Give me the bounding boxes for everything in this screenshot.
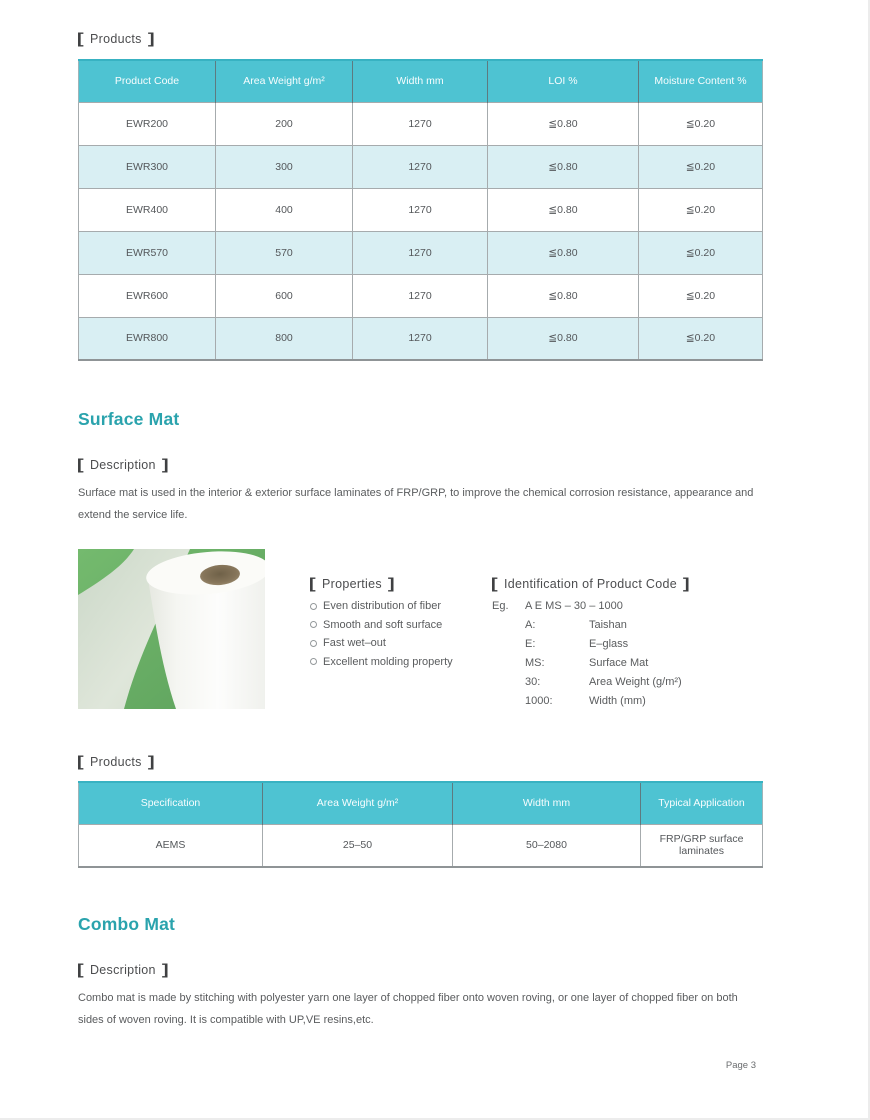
col-header-loi: LOI %: [488, 60, 639, 102]
surface-mat-products-table: [78, 781, 763, 868]
cell-loi: ≦0.80: [488, 102, 639, 145]
surface-mat-media-row: [78, 549, 760, 711]
example-code-row: [492, 597, 762, 616]
property-text: Smooth and soft surface: [323, 618, 443, 631]
description-label-text: Description: [89, 963, 156, 977]
cell-width: 1270: [353, 145, 488, 188]
code-part-meaning: Width (mm): [589, 695, 646, 707]
table-row: [79, 317, 763, 360]
col-header-moisture: Moisture Content %: [639, 60, 763, 102]
code-part-row: [492, 616, 762, 635]
cell-product-code: EWR570: [79, 231, 216, 274]
list-item: [310, 597, 480, 616]
table-header-row: [79, 782, 763, 824]
properties-section-label: [310, 575, 480, 591]
label-bracket-left: [: [76, 29, 85, 47]
cell-width: 1270: [353, 274, 488, 317]
combo-mat-title: Combo Mat: [78, 914, 176, 934]
list-item: [310, 653, 480, 672]
ring-bullet-icon: [310, 603, 317, 610]
code-part-key: 1000:: [525, 695, 553, 707]
list-item: [310, 634, 480, 653]
cell-loi: ≦0.80: [488, 145, 639, 188]
cell-width: 50–2080: [453, 824, 641, 867]
cell-typical-application: FRP/GRP surface laminates: [641, 824, 763, 867]
code-part-key: 30:: [525, 676, 541, 688]
cell-width: 1270: [353, 317, 488, 360]
identification-section-label: [492, 575, 762, 591]
cell-width: 1270: [353, 231, 488, 274]
ring-bullet-icon: [310, 658, 317, 665]
cell-width: 1270: [353, 102, 488, 145]
table-row: [79, 231, 763, 274]
property-text: Fast wet–out: [323, 637, 386, 649]
cell-loi: ≦0.80: [488, 274, 639, 317]
table-row: [79, 824, 763, 867]
col-header-typical-application: Typical Application: [641, 782, 763, 824]
code-part-key: MS:: [525, 657, 545, 669]
table-header-row: [79, 60, 763, 102]
combo-mat-description: Combo mat is made by stitching with polyester yarn one layer of chopped fiber onto woven roving, or one layer of chopped fiber on both sides of woven roving. It is compatible with UP,VE resins,etc.: [78, 992, 738, 1026]
cell-specification: AEMS: [79, 824, 263, 867]
col-header-width: Width mm: [353, 60, 488, 102]
cell-product-code: EWR300: [79, 145, 216, 188]
cell-moisture: ≦0.20: [639, 188, 763, 231]
cell-area-weight: 600: [216, 274, 353, 317]
cell-moisture: ≦0.20: [639, 145, 763, 188]
example-prefix: Eg.: [492, 600, 509, 612]
cell-moisture: ≦0.20: [639, 317, 763, 360]
list-item: [310, 616, 480, 635]
identification-label-text: Identification of Product Code: [503, 577, 677, 591]
ring-bullet-icon: [310, 621, 317, 628]
properties-list: [310, 597, 480, 671]
properties-block: [310, 575, 480, 671]
cell-area-weight: 200: [216, 102, 353, 145]
col-header-area-weight: Area Weight g/m²: [263, 782, 453, 824]
code-part-meaning: Area Weight (g/m²): [589, 676, 682, 688]
property-text: Even distribution of fiber: [323, 600, 442, 612]
cell-product-code: EWR400: [79, 188, 216, 231]
products-section-label: [78, 30, 760, 46]
label-bracket-right: ]: [387, 574, 396, 592]
code-part-row: [492, 692, 762, 711]
code-part-meaning: Taishan: [589, 619, 627, 631]
cell-area-weight: 800: [216, 317, 353, 360]
products-label-text: Products: [89, 32, 142, 46]
table-row: [79, 145, 763, 188]
cell-product-code: EWR600: [79, 274, 216, 317]
label-bracket-left: [: [76, 960, 85, 978]
code-part-key: E:: [525, 638, 536, 650]
cell-moisture: ≦0.20: [639, 231, 763, 274]
label-bracket-right: ]: [161, 455, 169, 473]
col-header-product-code: Product Code: [79, 60, 216, 102]
surface-mat-roll-illustration: [78, 549, 265, 709]
cell-width: 1270: [353, 188, 488, 231]
cell-product-code: EWR200: [79, 102, 216, 145]
cell-loi: ≦0.80: [488, 188, 639, 231]
cell-moisture: ≦0.20: [639, 274, 763, 317]
label-bracket-left: [: [490, 574, 499, 592]
page-number: Page 3: [725, 1060, 756, 1071]
description-label-text: Description: [89, 458, 156, 472]
description-section-label: [78, 456, 760, 472]
products-label-text: Products: [89, 755, 142, 769]
label-bracket-left: [: [76, 752, 85, 770]
label-bracket-left: [: [308, 574, 317, 592]
property-text: Excellent molding property: [323, 655, 453, 668]
products-section-label: [78, 753, 760, 769]
example-code: A E MS – 30 – 1000: [525, 600, 623, 612]
cell-area-weight: 25–50: [263, 824, 453, 867]
identification-block: [492, 575, 762, 711]
col-header-width: Width mm: [453, 782, 641, 824]
description-section-label: [78, 961, 760, 977]
col-header-area-weight: Area Weight g/m²: [216, 60, 353, 102]
code-part-row: [492, 673, 762, 692]
cell-loi: ≦0.80: [488, 231, 639, 274]
cell-area-weight: 300: [216, 145, 353, 188]
surface-mat-title: Surface Mat: [78, 409, 180, 429]
col-header-specification: Specification: [79, 782, 263, 824]
cell-area-weight: 400: [216, 188, 353, 231]
label-bracket-right: ]: [147, 752, 155, 770]
code-part-meaning: Surface Mat: [589, 657, 649, 669]
woven-roving-products-table: [78, 59, 763, 361]
code-part-meaning: E–glass: [589, 638, 629, 650]
label-bracket-right: ]: [161, 960, 169, 978]
ring-bullet-icon: [310, 640, 317, 647]
code-part-row: [492, 654, 762, 673]
label-bracket-right: ]: [147, 29, 155, 47]
label-bracket-left: [: [76, 455, 85, 473]
table-row: [79, 102, 763, 145]
cell-product-code: EWR800: [79, 317, 216, 360]
label-bracket-right: ]: [682, 574, 691, 592]
cell-loi: ≦0.80: [488, 317, 639, 360]
properties-label-text: Properties: [321, 577, 382, 591]
cell-moisture: ≦0.20: [639, 102, 763, 145]
cell-area-weight: 570: [216, 231, 353, 274]
code-part-key: A:: [525, 619, 536, 631]
code-part-row: [492, 635, 762, 654]
surface-mat-description: Surface mat is used in the interior & exterior surface laminates of FRP/GRP, to improve the chemical corrosion resistance, appearance and extend the service life.: [78, 487, 754, 521]
table-row: [79, 274, 763, 317]
surface-mat-photo: [78, 549, 265, 709]
table-row: [79, 188, 763, 231]
